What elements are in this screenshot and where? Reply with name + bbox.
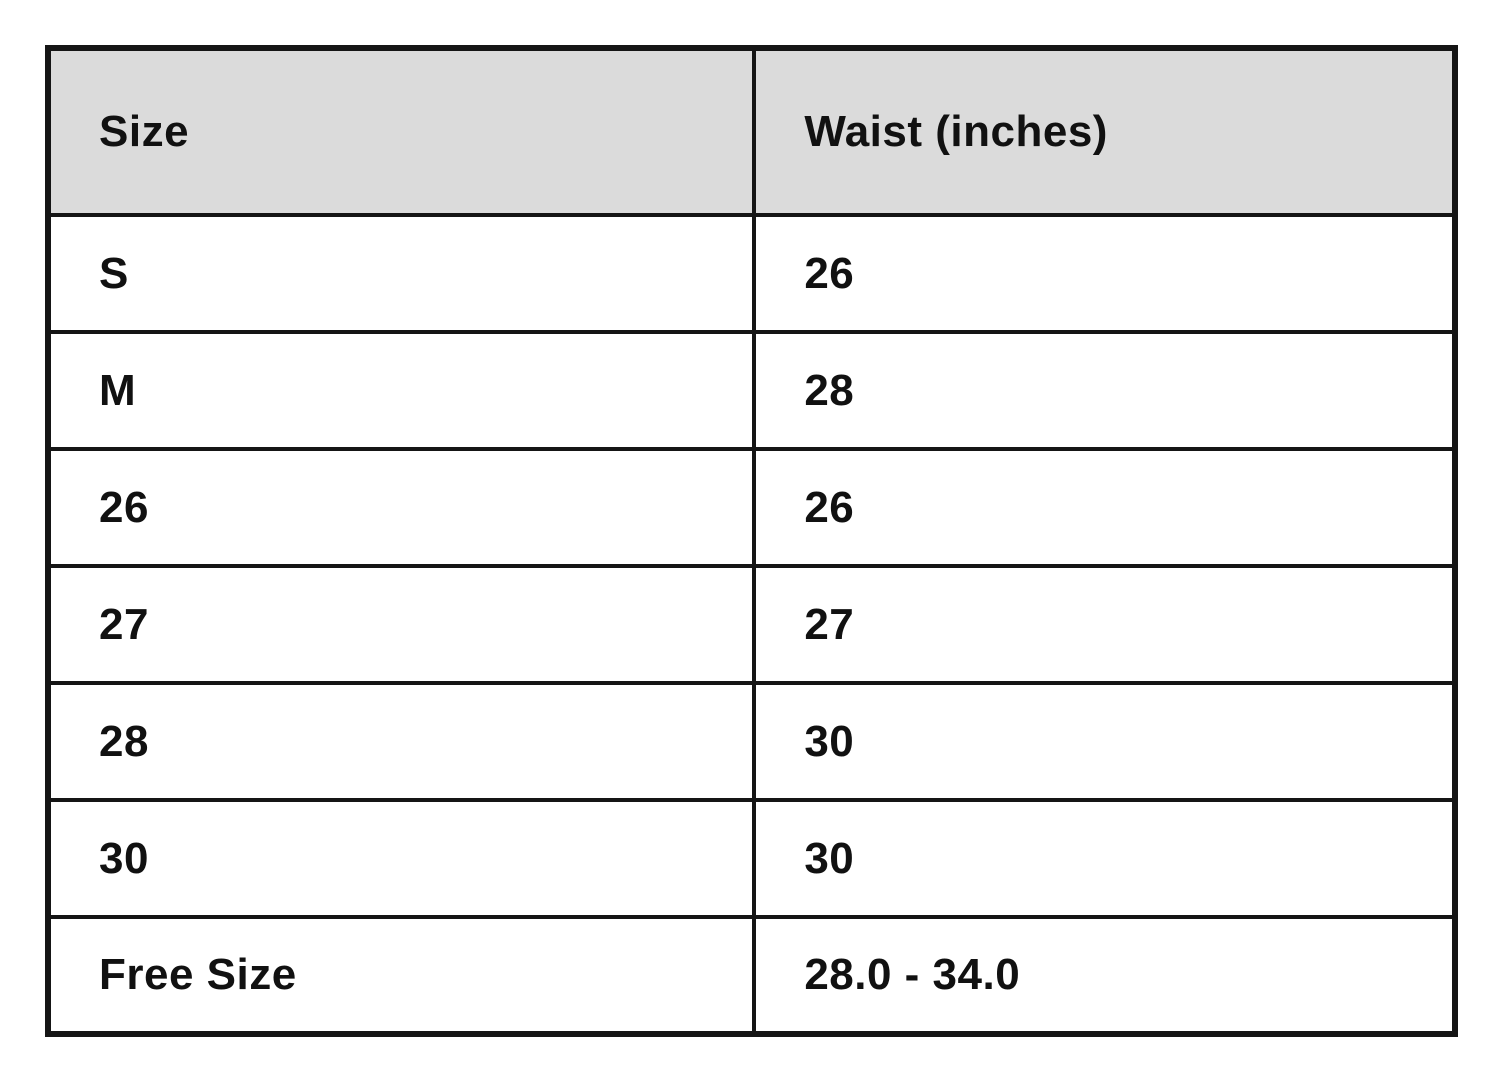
table-row bbox=[48, 449, 1455, 566]
table-row bbox=[48, 566, 1455, 683]
table-row bbox=[48, 332, 1455, 449]
cell-size: M bbox=[48, 332, 754, 449]
header-row bbox=[48, 48, 1455, 215]
cell-size: 28 bbox=[48, 683, 754, 800]
cell-waist: 28.0 - 34.0 bbox=[754, 917, 1455, 1034]
cell-waist: 26 bbox=[754, 215, 1455, 332]
cell-size: 30 bbox=[48, 800, 754, 917]
size-chart-header bbox=[48, 48, 1455, 215]
cell-waist: 26 bbox=[754, 449, 1455, 566]
cell-waist: 30 bbox=[754, 683, 1455, 800]
table-row bbox=[48, 683, 1455, 800]
size-chart-table bbox=[45, 45, 1458, 1037]
table-row bbox=[48, 800, 1455, 917]
cell-size: 26 bbox=[48, 449, 754, 566]
cell-waist: 28 bbox=[754, 332, 1455, 449]
cell-size: Free Size bbox=[48, 917, 754, 1034]
header-cell-size: Size bbox=[48, 48, 754, 215]
cell-waist: 27 bbox=[754, 566, 1455, 683]
cell-size: S bbox=[48, 215, 754, 332]
table-row bbox=[48, 917, 1455, 1034]
table-row bbox=[48, 215, 1455, 332]
cell-size: 27 bbox=[48, 566, 754, 683]
header-cell-waist: Waist (inches) bbox=[754, 48, 1455, 215]
size-chart-body bbox=[48, 215, 1455, 1034]
cell-waist: 30 bbox=[754, 800, 1455, 917]
